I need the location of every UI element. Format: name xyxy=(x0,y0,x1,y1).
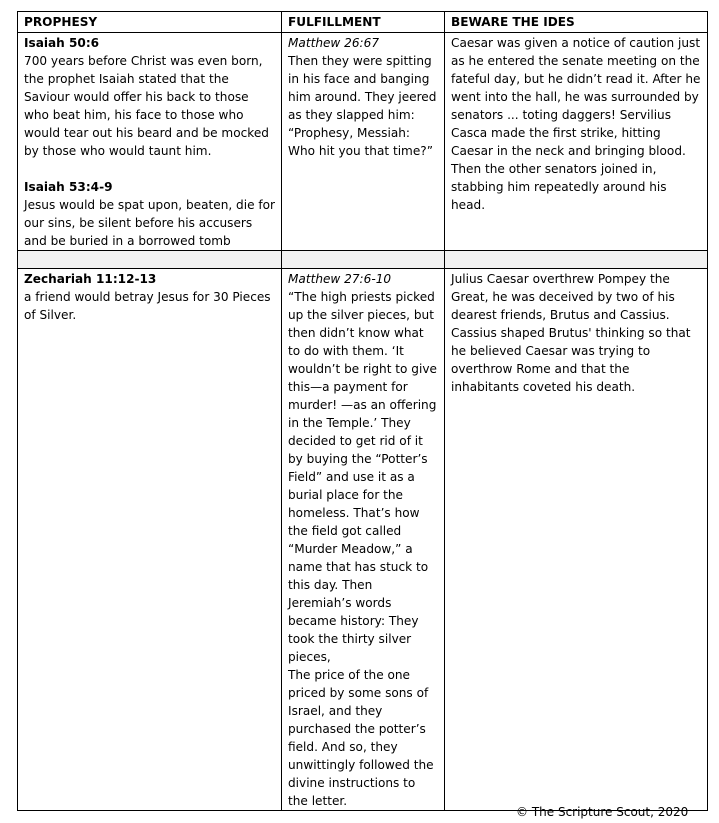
table-row xyxy=(18,269,708,811)
ides-text: Julius Caesar overthrew Pompey the Great, he was deceived by two of his dearest friends, Brutus and Cassius. Cassius shaped Brutus' thinking so that he believed Caesar was trying to overthrow Rome and that the inhabitants coveted his death. xyxy=(451,272,691,394)
header-beware-the-ides: BEWARE THE IDES xyxy=(445,12,708,33)
table-row xyxy=(18,33,708,251)
fulfillment-text: The price of the one priced by some sons of Israel, and they purchased the potter’s field. And so, they unwittingly followed the divine instructions to the letter. xyxy=(288,668,434,808)
ides-cell xyxy=(445,33,708,251)
scripture-reference: Matthew 27:6-10 xyxy=(288,272,392,286)
fulfillment-text: Then they were spitting in his face and banging him around. They jeered as they slapped him: “Prophesy, Messiah: Who hit you that time?” xyxy=(288,54,437,158)
scripture-reference: Isaiah 50:6 xyxy=(24,36,100,50)
header-fulfillment: FULFILLMENT xyxy=(282,12,445,33)
prophesy-text: Jesus would be spat upon, beaten, die for our sins, be silent before his accusers and be buried in a borrowed tomb xyxy=(24,198,275,248)
spacer-row xyxy=(18,251,708,269)
ides-text: Caesar was given a notice of caution just as he entered the senate meeting on the fateful day, but he didn’t read it. After he went into the hall, he was surrounded by senators ... toting daggers! Servilius Casca made the first strike, hitting Caesar in the neck and bringing blood. Then the other senators joined in, stabbing him repeatedly around his head. xyxy=(451,36,701,212)
scripture-reference: Zechariah 11:12-13 xyxy=(24,272,157,286)
ides-cell xyxy=(445,269,708,811)
scripture-reference: Isaiah 53:4-9 xyxy=(24,180,113,194)
header-row xyxy=(18,12,708,33)
copyright-footer: © The Scripture Scout, 2020 xyxy=(516,805,689,819)
prophesy-cell xyxy=(18,269,282,811)
fulfillment-text: “The high priests picked up the silver pieces, but then didn’t know what to do with them. ‘It wouldn’t be right to give this—a payment for murder! —as an offering in the Temple.’ They decided to get rid of it by buying the “Potter’s Field” and use it as a burial place for the homeless. That’s how the field got called “Murder Meadow,” a name that has stuck to this day. Then Jeremiah’s words became history: They took the thirty silver pieces, xyxy=(288,290,437,664)
prophesy-cell xyxy=(18,33,282,251)
prophesy-text: a friend would betray Jesus for 30 Pieces of Silver. xyxy=(24,290,271,322)
fulfillment-cell xyxy=(282,269,445,811)
header-prophesy: PROPHESY xyxy=(18,12,282,33)
prophesy-text: 700 years before Christ was even born, the prophet Isaiah stated that the Saviour would offer his back to those who beat him, his face to those who would tear out his beard and be mocked by those who would taunt him. xyxy=(24,54,269,158)
fulfillment-cell xyxy=(282,33,445,251)
scripture-reference: Matthew 26:67 xyxy=(288,36,380,50)
comparison-table xyxy=(17,11,708,811)
